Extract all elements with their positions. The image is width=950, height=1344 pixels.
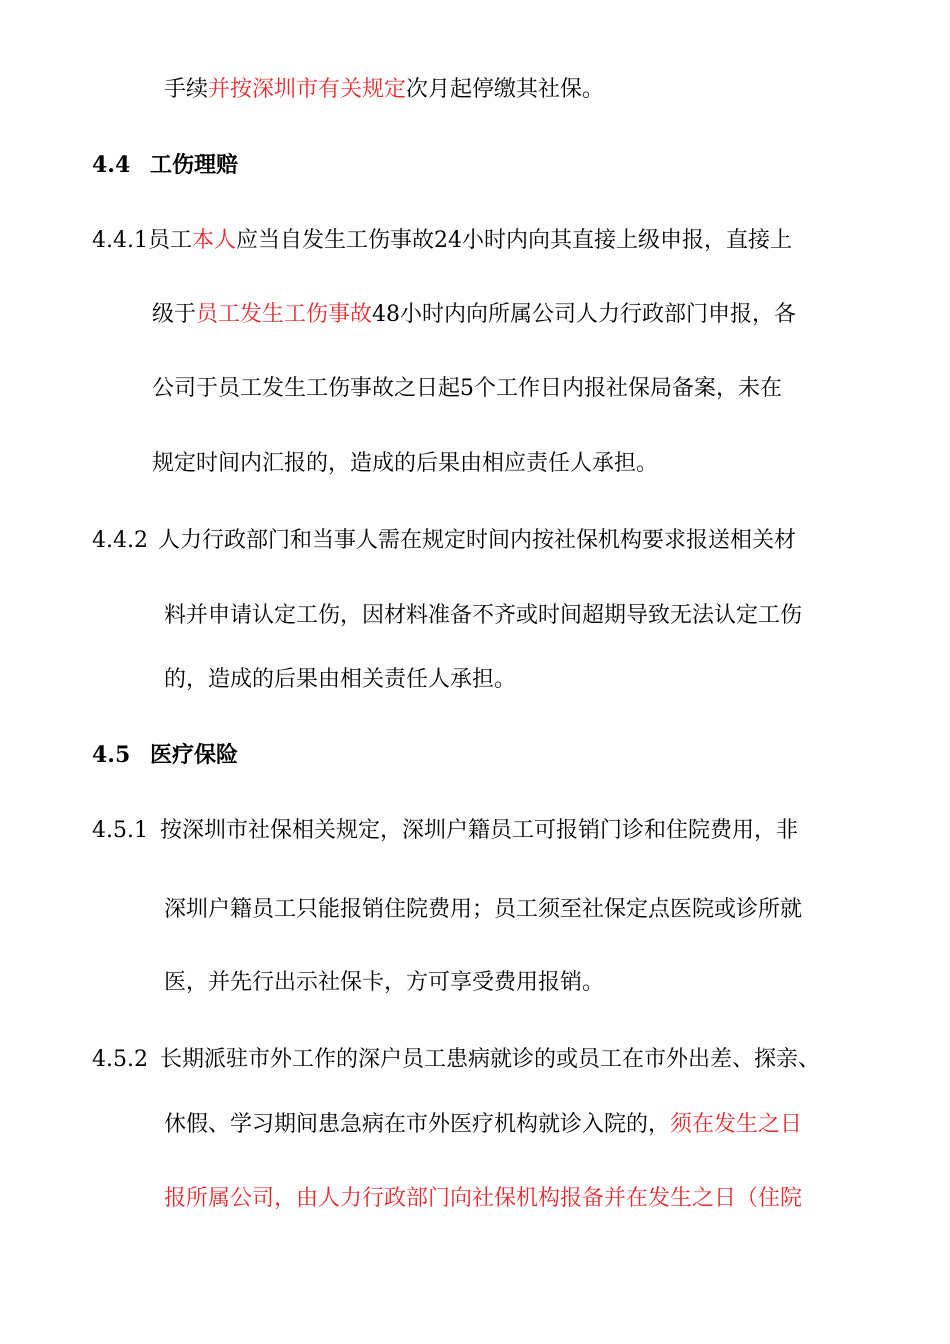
text: 手续 — [164, 77, 209, 102]
section-title: 工伤理赔 — [150, 152, 239, 178]
paragraph-line — [152, 374, 782, 404]
text: 规定时间内汇报的，造成的后果由相应责任人承担。 — [152, 451, 659, 476]
text: 48小时内向所属公司人力行政部门申报，各 — [372, 302, 797, 327]
text: 深圳户籍员工只能报销住院费用；员工须至社保定点医院或诊所就 — [164, 897, 803, 922]
highlighted-text: 并按深圳市有关规定 — [208, 77, 407, 102]
text: 公司于员工发生工伤事故之日起5个工作日内报社保局备案，未在 — [152, 376, 782, 401]
text: 长期派驻市外工作的深户员工患病就诊的或员工在市外出差、探亲、 — [159, 1047, 820, 1072]
section-heading-4-4 — [92, 150, 238, 180]
paragraph-line — [164, 1184, 802, 1214]
paragraph-line — [92, 226, 792, 256]
paragraph-line — [164, 968, 604, 998]
section-number: 4.4 — [92, 152, 131, 178]
highlighted-text: 报所属公司，由人力行政部门向社保机构报备并在发生之日（住院 — [164, 1186, 803, 1211]
clause-number: 4.5.1 — [92, 818, 148, 843]
highlighted-text: 须在发生之日 — [670, 1112, 803, 1137]
paragraph-line — [164, 75, 604, 105]
text: 员工 — [147, 228, 192, 253]
text: 休假、学习期间患急病在市外医疗机构就诊入院的， — [164, 1112, 671, 1137]
paragraph-line — [92, 526, 796, 556]
text: 级于 — [152, 302, 197, 327]
paragraph-line — [164, 1110, 802, 1140]
text: 医，并先行出示社保卡，方可享受费用报销。 — [164, 970, 605, 995]
paragraph-line — [92, 1045, 820, 1075]
clause-number: 4.4.1 — [92, 228, 148, 253]
paragraph-line — [152, 300, 796, 330]
clause-number: 4.4.2 — [92, 528, 148, 553]
highlighted-text: 员工发生工伤事故 — [196, 302, 373, 327]
text: 次月起停缴其社保。 — [406, 77, 605, 102]
text: 按深圳市社保相关规定，深圳户籍员工可报销门诊和住院费用，非 — [159, 818, 798, 843]
paragraph-line — [92, 816, 798, 846]
text: 的，造成的后果由相关责任人承担。 — [164, 667, 517, 692]
highlighted-text: 本人 — [192, 228, 237, 253]
text: 应当自发生工伤事故24小时内向其直接上级申报，直接上 — [236, 228, 793, 253]
paragraph-line — [164, 665, 516, 695]
section-number: 4.5 — [92, 742, 131, 768]
paragraph-line — [164, 895, 802, 925]
text: 人力行政部门和当事人需在规定时间内按社保机构要求报送相关材 — [157, 528, 796, 553]
section-heading-4-5 — [92, 740, 238, 770]
text: 料并申请认定工伤，因材料准备不齐或时间超期导致无法认定工伤 — [164, 603, 803, 628]
paragraph-line — [164, 601, 802, 631]
clause-number: 4.5.2 — [92, 1047, 148, 1072]
paragraph-line — [152, 449, 658, 479]
section-title: 医疗保险 — [150, 742, 239, 768]
